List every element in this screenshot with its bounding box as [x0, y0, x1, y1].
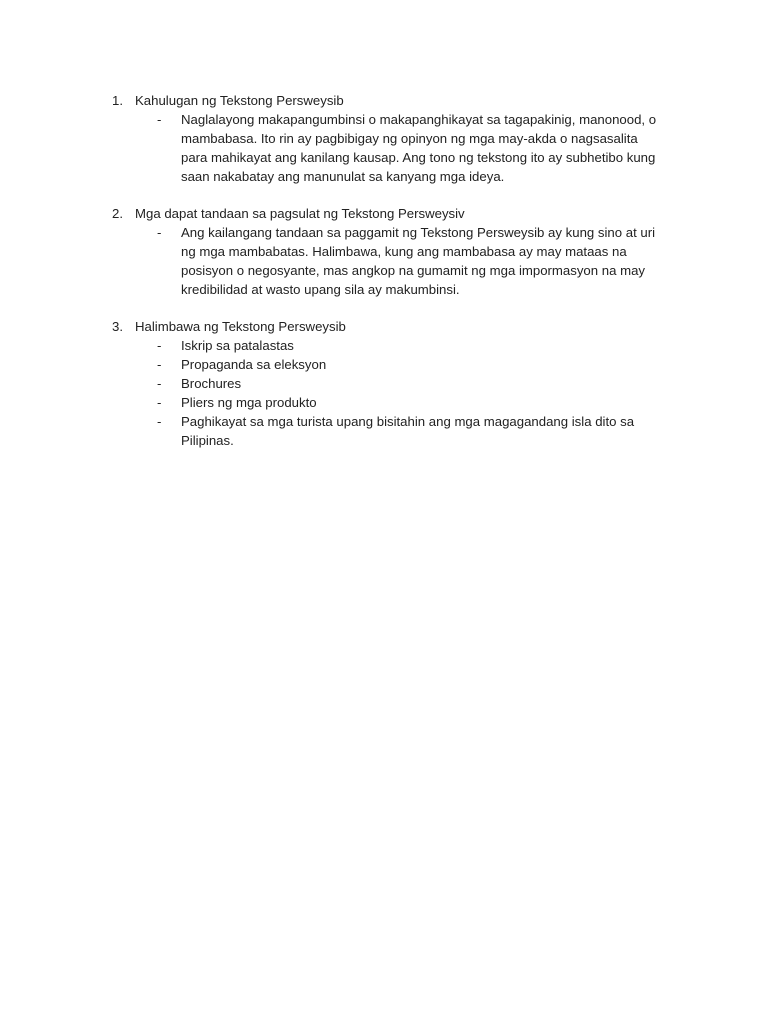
item-line: Pilipinas.: [181, 433, 234, 448]
section-title: Kahulugan ng Tekstong Persweysib: [135, 93, 344, 108]
item-line: kredibilidad at wasto upang sila ay makumbinsi.: [181, 282, 460, 297]
bullet-dash: -: [157, 338, 162, 353]
item-line: Brochures: [181, 376, 242, 391]
section-title: Mga dapat tandaan sa pagsulat ng Tekstong Persweysiv: [135, 206, 465, 221]
item-line: Naglalayong makapangumbinsi o makapanghikayat sa tagapakinig, manonood, o: [181, 112, 657, 127]
section-1: [112, 91, 692, 186]
list-item: [112, 374, 692, 393]
list-item: [112, 110, 692, 186]
item-line: Iskrip sa patalastas: [181, 338, 294, 353]
item-line: Propaganda sa eleksyon: [181, 357, 327, 372]
item-line: Pliers ng mga produkto: [181, 395, 317, 410]
item-line: mambabasa. Ito rin ay pagbibigay ng opinyon ng mga may-akda o nagsasalita: [181, 131, 638, 146]
section-title: Halimbawa ng Tekstong Persweysib: [135, 319, 346, 334]
list-item: [112, 412, 692, 450]
bullet-dash: -: [157, 112, 162, 127]
section-heading: [112, 91, 692, 110]
list-number: 1.: [112, 93, 123, 108]
section-3: [112, 317, 692, 450]
list-number: 3.: [112, 319, 123, 334]
section-2: [112, 204, 692, 299]
list-number: 2.: [112, 206, 123, 221]
bullet-dash: -: [157, 225, 162, 240]
item-line: posisyon o negosyante, mas angkop na gumamit ng mga impormasyon na may: [181, 263, 646, 278]
item-line: Ang kailangang tandaan sa paggamit ng Tekstong Persweysib ay kung sino at uri: [181, 225, 656, 240]
bullet-dash: -: [157, 357, 162, 372]
section-heading: [112, 317, 692, 336]
bullet-dash: -: [157, 395, 162, 410]
list-item: [112, 355, 692, 374]
list-item: [112, 393, 692, 412]
item-line: ng mga mambabatas. Halimbawa, kung ang mambabasa ay may mataas na: [181, 244, 627, 259]
item-line: Paghikayat sa mga turista upang bisitahin ang mga magagandang isla dito sa: [181, 414, 635, 429]
section-heading: [112, 204, 692, 223]
item-line: saan nakabatay ang manunulat sa kanyang mga ideya.: [181, 169, 505, 184]
list-item: [112, 223, 692, 299]
bullet-dash: -: [157, 414, 162, 429]
list-item: [112, 336, 692, 355]
bullet-dash: -: [157, 376, 162, 391]
item-line: para mahikayat ang kanilang kausap. Ang tono ng tekstong ito ay subhetibo kung: [181, 150, 656, 165]
